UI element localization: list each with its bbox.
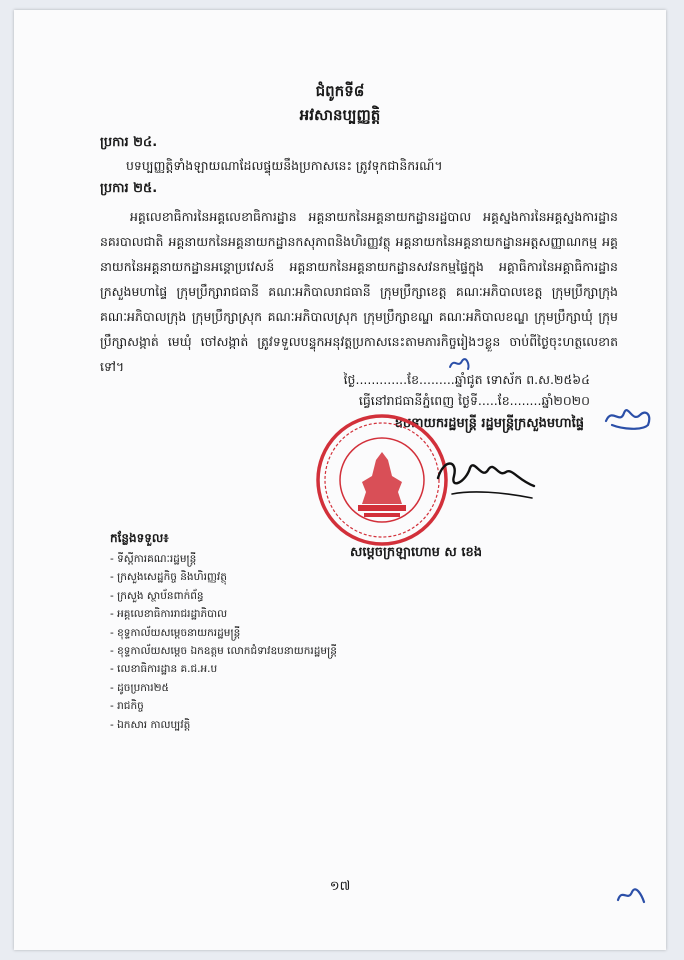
dateline-lunar: ថ្ងៃ.............ខែ.........ឆ្នាំជូត ទោស័ក ព.ស.២៥៦៤	[343, 372, 590, 387]
recipient-item: - ទីស្តីការគណៈរដ្ឋមន្ត្រី	[110, 550, 337, 568]
page-initial-mark	[614, 882, 648, 908]
document-page	[14, 10, 666, 950]
article-25-heading: ប្រការ ២៥.	[100, 181, 158, 196]
chapter-subtitle: អវសានប្បញ្ញត្តិ	[299, 106, 381, 124]
article-24-heading: ប្រការ ២៤.	[100, 135, 158, 150]
chapter-title: ជំពូកទី៨	[315, 82, 365, 100]
page-number: ១៧	[329, 879, 351, 894]
dateline-place: ធ្វើនៅរាជធានីភ្នំពេញ ថ្ងៃទី.....ខែ........ឆ្នាំ២០២០	[358, 393, 590, 408]
recipient-item: - ក្រសួងសេដ្ឋកិច្ច និងហិរញ្ញវត្ថុ	[110, 568, 337, 586]
recipient-item: - លេខាធិការដ្ឋាន គ.ជ.អ.ប	[110, 660, 337, 678]
recipient-item: - ខុទ្ទកាល័យសម្តេចនាយករដ្ឋមន្ត្រី	[110, 624, 337, 642]
initial-mark-blue	[602, 395, 656, 435]
signatory-title: ឧបនាយករដ្ឋមន្ត្រី រដ្ឋមន្ត្រីក្រសួងមហាផ្ទៃ	[394, 416, 584, 431]
recipient-item: - ឯកសារ កាលប្បវត្តិ	[110, 716, 337, 734]
official-seal	[314, 412, 450, 548]
signatory-name: សម្តេចក្រឡាហោម ស ខេង	[350, 545, 482, 560]
recipient-item: - ក្រសួង ស្ថាប័នពាក់ព័ន្ធ	[110, 587, 337, 605]
recipients-list	[110, 550, 337, 734]
recipient-item: - អគ្គលេខាធិការរាជរដ្ឋាភិបាល	[110, 605, 337, 623]
recipients-heading: កន្លែងទទួល៖	[110, 531, 169, 545]
recipient-item: - រាជកិច្ច	[110, 697, 337, 715]
article-24-text: បទប្បញ្ញត្តិទាំងឡាយណាដែលផ្ទុយនឹងប្រកាសនេះ ត្រូវទុកជានិករណ៍។	[126, 158, 443, 173]
recipient-item: - ខុទ្ទកាល័យសម្តេច ឯកឧត្តម លោកជំទាវឧបនាយករដ្ឋមន្ត្រី	[110, 642, 337, 660]
initial-mark-small	[448, 355, 472, 373]
article-25-text: អគ្គលេខាធិការនៃអគ្គលេខាធិការដ្ឋាន អគ្គនាយកនៃអគ្គនាយកដ្ឋានរដ្ឋបាល អគ្គស្នងការនៃអគ្គស្នងការដ្ឋាននគរបាលជាតិ អគ្គនាយកនៃអគ្គនាយកដ្ឋានកសុភាពនិងហិរញ្ញវត្ថុ អគ្គនាយកនៃអគ្គនាយកដ្ឋានអត្តសញ្ញាណកម្ម អគ្គនាយកនៃអគ្គនាយកដ្ឋានអន្តោប្រវេសន៍ អគ្គនាយកនៃអគ្គនាយកដ្ឋានសវនកម្មផ្ទៃក្នុង អគ្គាធិការនៃអគ្គាធិការដ្ឋាន ក្រសួងមហាផ្ទៃ ក្រុមប្រឹក្សារាជធានី គណៈអភិបាលរាជធានី ក្រុមប្រឹក្សាខេត្ត គណៈអភិបាលខេត្ត ក្រុមប្រឹក្សាក្រុង គណៈអភិបាលក្រុង ក្រុមប្រឹក្សាស្រុក គណៈអភិបាលស្រុក ក្រុមប្រឹក្សាខណ្ឌ គណៈអភិបាលខណ្ឌ ក្រុមប្រឹក្សាឃុំ ក្រុមប្រឹក្សាសង្កាត់ មេឃុំ ចៅសង្កាត់ ត្រូវទទួលបន្ទុកអនុវត្តប្រកាសនេះតាមភារកិច្ចរៀងៗខ្លួន ចាប់ពីថ្ងៃចុះហត្ថលេខាតទៅ។	[100, 209, 618, 374]
recipient-item: - ដូចប្រការ២៥	[110, 679, 337, 697]
handwritten-signature	[432, 450, 542, 510]
